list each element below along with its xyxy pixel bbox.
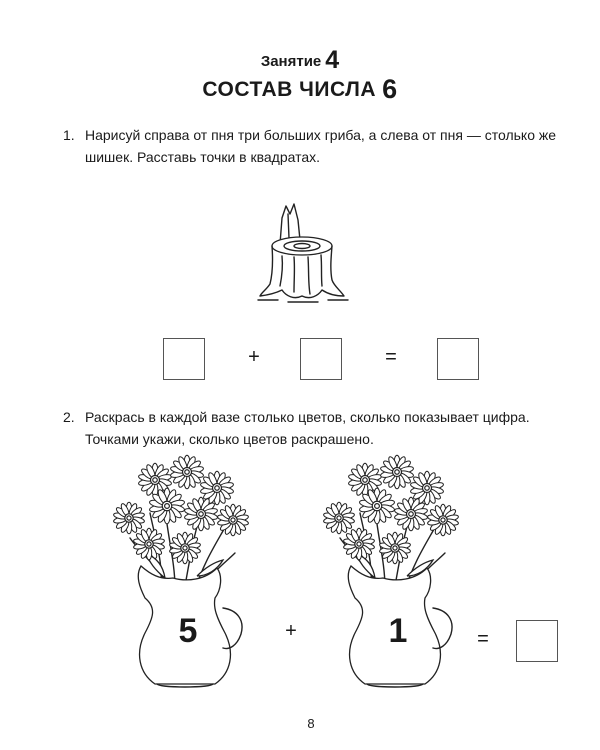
page-number: 8	[307, 716, 315, 731]
vase-right-number: 1	[388, 612, 408, 650]
task-1-number: 1.	[63, 127, 75, 143]
flower-vase-icon	[315, 458, 475, 690]
equals-sign: =	[477, 628, 489, 650]
task-2-line-2: Точками укажи, сколько цветов раскрашено.	[85, 431, 374, 447]
tree-stump-icon	[258, 200, 348, 310]
title-text: СОСТАВ ЧИСЛА	[202, 78, 377, 101]
task-2-number: 2.	[63, 409, 75, 425]
equals-sign: =	[385, 346, 397, 368]
task-1-instructions	[63, 124, 563, 168]
page-title	[0, 74, 600, 105]
title-number: 6	[382, 74, 398, 104]
vase-left-number: 5	[178, 612, 198, 650]
task-1-line-1: Нарисуй справа от пня три больших гриба, а слева от пня — столько же	[85, 127, 557, 143]
lesson-label: Занятие	[260, 53, 322, 70]
answer-box-2[interactable]	[300, 338, 342, 380]
answer-box-1[interactable]	[163, 338, 205, 380]
task-2-line-1: Раскрась в каждой вазе столько цветов, сколько показывает цифра.	[85, 409, 530, 425]
lesson-header	[0, 46, 600, 75]
task-1-line-2: шишек. Расставь точки в квадратах.	[85, 149, 321, 165]
lesson-number: 4	[325, 46, 340, 74]
task-2-instructions	[63, 406, 563, 450]
answer-box-3[interactable]	[437, 338, 479, 380]
plus-sign: +	[285, 620, 297, 642]
answer-box-4[interactable]	[516, 620, 558, 662]
flower-vase-icon	[105, 458, 265, 690]
plus-sign: +	[248, 346, 260, 368]
